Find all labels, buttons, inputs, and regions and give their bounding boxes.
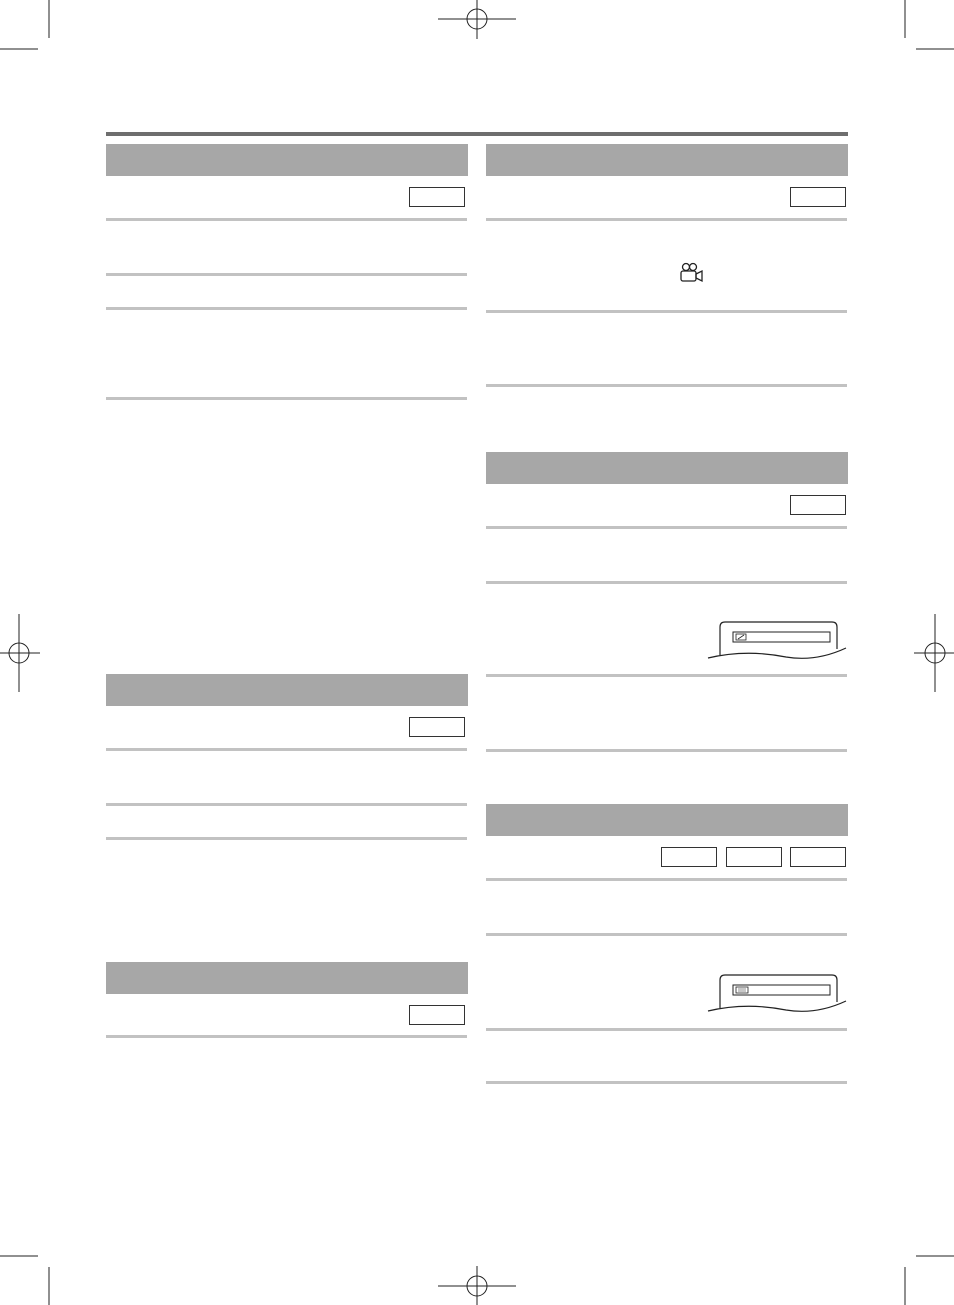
step-divider [486, 749, 847, 752]
step-divider [486, 1081, 847, 1084]
disc-type-badge [790, 187, 846, 207]
disc-type-badge [409, 717, 465, 737]
step-divider [106, 307, 467, 310]
disc-type-badge [409, 187, 465, 207]
section-header-right-2 [486, 452, 848, 484]
disc-type-badge [790, 495, 846, 515]
section-header-left-1 [106, 144, 468, 176]
step-divider [106, 218, 467, 221]
step-divider [486, 526, 847, 529]
step-divider [106, 837, 467, 840]
step-divider [486, 878, 847, 881]
step-divider [106, 748, 467, 751]
step-divider [106, 803, 467, 806]
section-header-left-2 [106, 674, 468, 706]
disc-type-badge [409, 1005, 465, 1025]
step-divider [486, 310, 847, 313]
disc-type-badge [790, 847, 846, 867]
step-divider [486, 674, 847, 677]
step-divider [486, 384, 847, 387]
camera-angle-icon [678, 262, 704, 284]
section-header-right-3 [486, 804, 848, 836]
tv-screen-illustration [706, 970, 848, 1016]
disc-type-badge [661, 847, 717, 867]
page-top-rule [106, 132, 848, 136]
step-divider [486, 1028, 847, 1031]
disc-type-badge [726, 847, 782, 867]
tv-screen-illustration [706, 617, 848, 663]
step-divider [486, 218, 847, 221]
section-header-left-3 [106, 962, 468, 994]
step-divider [106, 273, 467, 276]
step-divider [486, 933, 847, 936]
step-divider [486, 581, 847, 584]
step-divider [106, 1035, 467, 1038]
section-header-right-1 [486, 144, 848, 176]
display-indicator-icon [736, 987, 748, 993]
step-divider [106, 397, 467, 400]
